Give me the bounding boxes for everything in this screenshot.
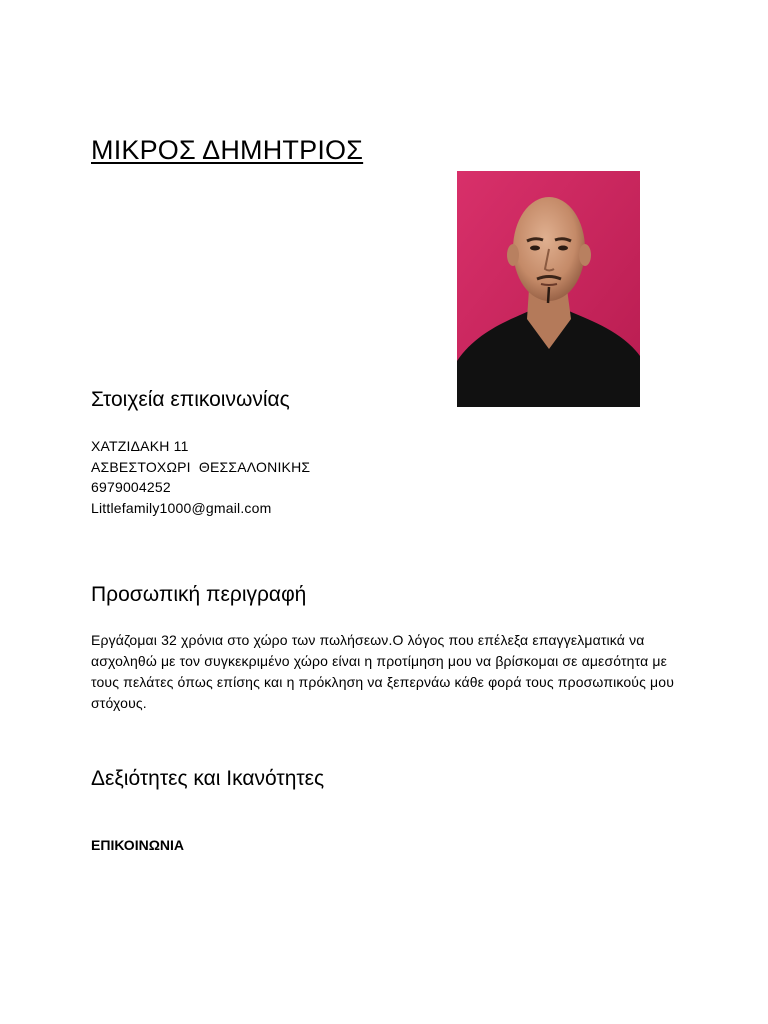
address-city: ΑΣΒΕΣΤΟΧΩΡΙ ΘΕΣΣΑΛΟΝΙΚΗΣ — [91, 458, 311, 475]
skills-heading: Δεξιότητες και Ικανότητες — [91, 767, 325, 790]
address-street: ΧΑΤΖΙΔΑΚΗ 11 — [91, 438, 189, 454]
profile-photo — [457, 171, 640, 407]
phone-number: 6979004252 — [91, 479, 171, 495]
email-address: Littlefamily1000@gmail.com — [91, 499, 272, 516]
contact-details — [91, 436, 310, 518]
personal-description-text: Εργάζομαι 32 χρόνια στο χώρο των πωλήσεων.Ο λόγος που επέλεξα επαγγελματικά να ασχοληθώ με τον συγκεκριμένο χώρο είναι η προτίμηση μου να βρίσκομαι σε αμεσότητα με τους πελάτες όπως επίσης και η πρόκληση να ξεπερνάω κάθε φορά τους προσωπικούς μου στόχους. — [91, 632, 675, 711]
skill-item: ΕΠΙΚΟΙΝΩΝΙΑ — [91, 837, 185, 853]
person-name: ΜΙΚΡΟΣ ΔΗΜΗΤΡΙΟΣ — [91, 135, 364, 165]
personal-description-heading: Προσωπική περιγραφή — [91, 583, 307, 606]
contact-heading: Στοιχεία επικοινωνίας — [91, 388, 290, 411]
